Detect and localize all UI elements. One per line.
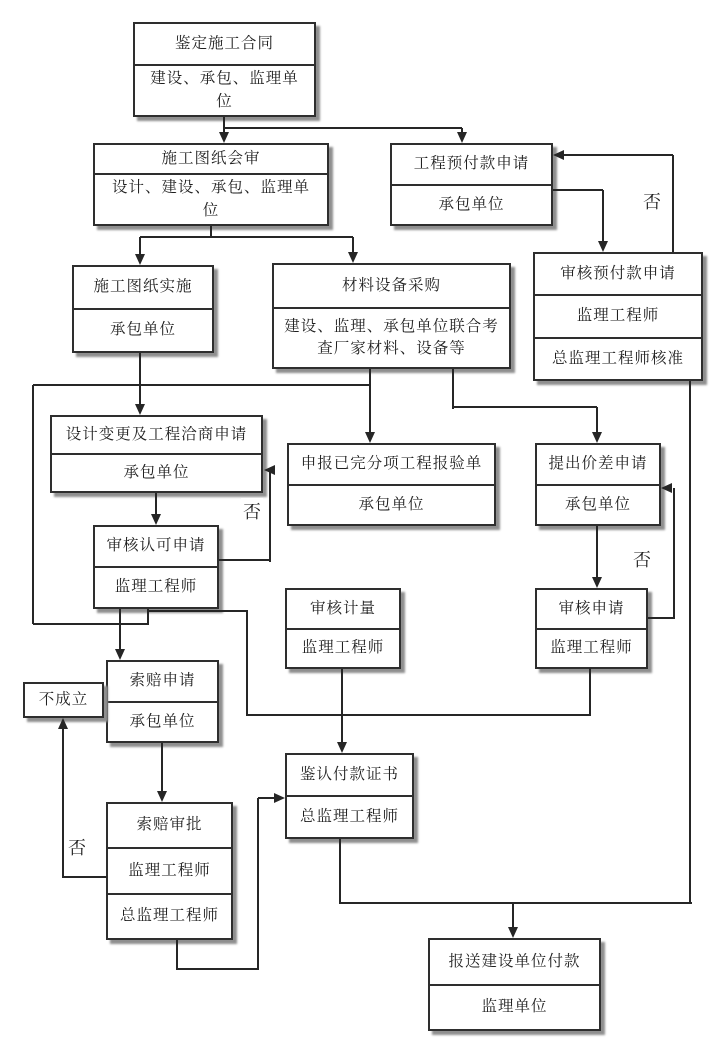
flow-node-row: 承包单位 <box>74 308 212 351</box>
connector-segment <box>340 902 692 904</box>
arrowhead-icon <box>157 791 167 802</box>
flow-node-row: 施工图纸会审 <box>161 149 261 167</box>
flow-node-row: 承包单位 <box>392 184 551 225</box>
connector-segment <box>33 623 149 625</box>
connector-segment <box>648 617 675 619</box>
connector-segment <box>177 968 259 970</box>
flow-node-row: 承包单位 <box>289 484 494 525</box>
arrowhead-icon <box>592 577 602 588</box>
connector-segment <box>589 668 591 716</box>
flow-node-row: 承包单位 <box>52 453 261 491</box>
arrowhead-icon <box>457 132 467 143</box>
arrowhead-icon <box>135 404 145 415</box>
flow-node-row: 总监理工程师 <box>287 795 412 837</box>
flow-node-row: 审核预付款申请 <box>560 264 676 282</box>
flow-node-claim-apply <box>106 660 219 743</box>
flow-node-row: 监理工程师 <box>287 628 399 668</box>
connector-segment <box>139 353 141 409</box>
flow-node-row: 监理工程师 <box>108 847 231 892</box>
flow-node-row: 不成立 <box>38 690 89 708</box>
flow-node-row: 设计、建设、承包、监理单位 <box>95 173 327 224</box>
flow-node-row: 建设、监理、承包单位联合考查厂家材料、设备等 <box>274 307 509 367</box>
flow-node-row: 鉴定施工合同 <box>174 34 274 52</box>
flow-node-row: 申报已完分项工程报验单 <box>300 455 483 473</box>
flow-node-row: 设计变更及工程洽商申请 <box>65 425 248 443</box>
connector-segment <box>246 611 248 716</box>
decision-no-label: 否 <box>641 188 663 214</box>
flow-node-row: 鉴认付款证书 <box>299 765 399 783</box>
flow-node-row: 审核申请 <box>558 599 625 617</box>
flow-node-row: 建设、承包、监理单位 <box>135 64 314 115</box>
connector-segment <box>553 189 603 191</box>
arrowhead-icon <box>264 465 275 475</box>
flow-node-report-item <box>287 443 496 526</box>
flow-node-contract <box>133 22 316 117</box>
arrowhead-icon <box>135 254 145 265</box>
arrowhead-icon <box>598 241 608 252</box>
flow-node-row: 报送建设单位付款 <box>448 952 581 970</box>
connector-segment <box>62 726 64 878</box>
flow-node-row: 监理工程师 <box>535 294 701 336</box>
flow-node-prepay-apply <box>390 143 553 226</box>
flow-node-material <box>272 263 511 369</box>
connector-segment <box>369 369 371 437</box>
connector-segment <box>673 488 675 619</box>
arrowhead-icon <box>115 649 125 660</box>
arrowhead-icon <box>219 132 229 143</box>
flow-node-row: 监理工程师 <box>95 566 217 607</box>
flow-node-row: 承包单位 <box>108 701 217 742</box>
connector-segment <box>119 609 121 654</box>
flow-node-row: 审核计量 <box>309 599 376 617</box>
arrowhead-icon <box>274 793 285 803</box>
flow-node-sign-cert <box>285 753 414 839</box>
connector-segment <box>140 236 353 238</box>
flow-node-prepay-review <box>533 252 703 381</box>
flow-node-row: 总监理工程师核准 <box>535 337 701 379</box>
connector-segment <box>452 369 454 409</box>
arrowhead-icon <box>58 718 68 729</box>
connector-segment <box>341 669 343 746</box>
flow-node-row: 工程预付款申请 <box>413 155 530 173</box>
flow-node-review-measure <box>285 588 401 669</box>
flow-node-row: 审核认可申请 <box>106 537 206 555</box>
flow-node-row: 承包单位 <box>537 484 659 525</box>
connector-segment <box>176 940 178 970</box>
flow-node-review-approve <box>93 525 219 609</box>
flow-node-row: 监理单位 <box>430 984 599 1030</box>
connector-segment <box>161 743 163 796</box>
flow-node-row: 监理工程师 <box>537 628 646 668</box>
connector-segment <box>219 559 271 561</box>
connector-segment <box>63 876 107 878</box>
flow-node-review-apply <box>535 588 648 669</box>
decision-no-label: 否 <box>631 546 653 572</box>
flow-node-price-diff <box>535 443 661 526</box>
flow-node-row: 索赔申请 <box>129 672 196 690</box>
decision-no-label: 否 <box>241 498 263 524</box>
flow-node-row: 总监理工程师 <box>108 893 231 938</box>
connector-segment <box>33 384 371 386</box>
flow-node-drawing-review <box>93 143 329 226</box>
flow-node-row: 索赔审批 <box>136 816 203 834</box>
connector-segment <box>453 406 597 408</box>
arrowhead-icon <box>337 742 347 753</box>
connector-segment <box>269 470 271 562</box>
connector-segment <box>672 155 674 252</box>
connector-segment <box>339 839 341 904</box>
decision-no-label: 否 <box>66 834 88 860</box>
arrowhead-icon <box>365 432 375 443</box>
connector-segment <box>224 127 462 129</box>
connector-segment <box>561 154 673 156</box>
flow-node-row: 材料设备采购 <box>341 276 441 294</box>
connector-segment <box>247 714 591 716</box>
flow-node-drawing-impl <box>72 265 214 353</box>
arrowhead-icon <box>592 432 602 443</box>
connector-segment <box>596 526 598 582</box>
connector-segment <box>148 610 248 612</box>
connector-segment <box>689 381 691 903</box>
connector-segment <box>257 798 259 970</box>
flow-node-design-change <box>50 415 263 493</box>
flow-node-claim-review <box>106 802 233 940</box>
flow-node-row: 施工图纸实施 <box>93 278 193 296</box>
arrowhead-icon <box>348 252 358 263</box>
connector-segment <box>602 190 604 246</box>
connector-segment <box>32 385 34 624</box>
flow-node-submit-pay <box>428 938 601 1031</box>
arrowhead-icon <box>151 514 161 525</box>
arrowhead-icon <box>661 483 672 493</box>
arrowhead-icon <box>553 150 564 160</box>
flow-node-row: 提出价差申请 <box>548 455 648 473</box>
arrowhead-icon <box>508 927 518 938</box>
flow-node-not-established <box>23 682 104 718</box>
